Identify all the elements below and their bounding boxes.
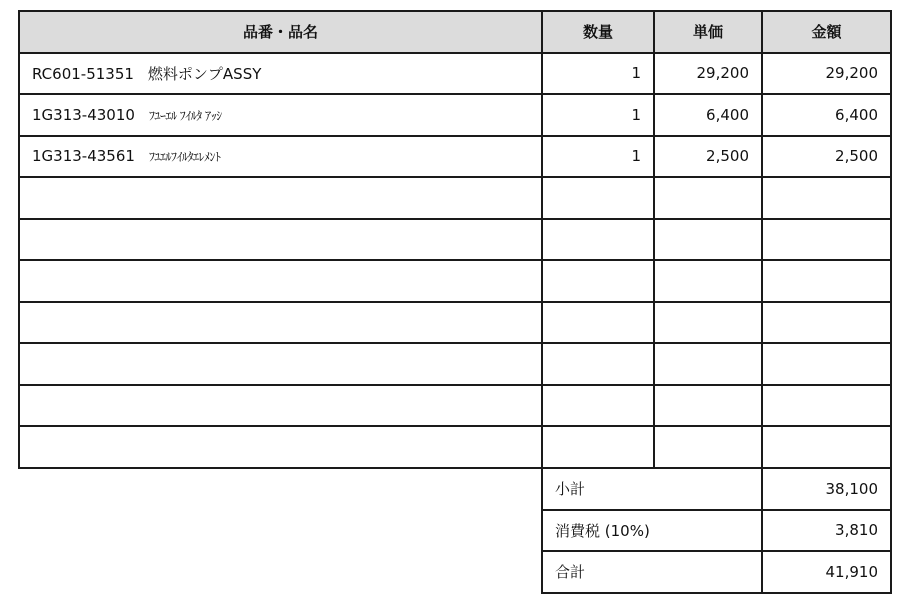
header-amount: 金額 <box>762 11 891 53</box>
part-name: 燃料ポンプASSY <box>147 64 262 83</box>
amount-cell: 2,500 <box>762 136 891 178</box>
empty-cell <box>542 219 654 261</box>
empty-cell <box>19 177 542 219</box>
quantity-cell: 1 <box>542 94 654 136</box>
quantity-cell: 1 <box>542 136 654 178</box>
unit-price-cell: 2,500 <box>654 136 762 178</box>
empty-row <box>19 385 891 427</box>
empty-cell <box>19 426 542 468</box>
tax-row <box>542 510 891 552</box>
empty-cell <box>19 260 542 302</box>
amount-cell: 29,200 <box>762 53 891 95</box>
header-unit-price: 単価 <box>654 11 762 53</box>
item-cell <box>19 136 542 178</box>
empty-cell <box>762 219 891 261</box>
tax-label: 消費税 (10%) <box>542 510 762 552</box>
part-number: RC601-51351 <box>32 64 134 83</box>
table-row <box>19 136 891 178</box>
empty-cell <box>762 302 891 344</box>
empty-cell <box>654 385 762 427</box>
empty-cell <box>19 343 542 385</box>
empty-row <box>19 260 891 302</box>
empty-cell <box>542 343 654 385</box>
empty-row <box>19 426 891 468</box>
empty-cell <box>762 343 891 385</box>
empty-cell <box>762 385 891 427</box>
unit-price-cell: 6,400 <box>654 94 762 136</box>
table-row <box>19 94 891 136</box>
empty-cell <box>654 260 762 302</box>
empty-row <box>19 302 891 344</box>
empty-cell <box>762 426 891 468</box>
empty-cell <box>542 177 654 219</box>
empty-cell <box>654 426 762 468</box>
invoice-line-items-table <box>18 10 892 469</box>
table-row <box>19 53 891 95</box>
empty-cell <box>762 260 891 302</box>
quantity-cell: 1 <box>542 53 654 95</box>
empty-row <box>19 177 891 219</box>
empty-cell <box>654 343 762 385</box>
item-cell <box>19 53 542 95</box>
empty-cell <box>654 177 762 219</box>
empty-cell <box>542 260 654 302</box>
empty-cell <box>542 426 654 468</box>
subtotal-value: 38,100 <box>762 468 891 510</box>
empty-cell <box>654 302 762 344</box>
part-number: 1G313-43010 <box>32 105 135 124</box>
empty-cell <box>19 385 542 427</box>
part-name: ﾌﾕｰｴﾙ ﾌｲﾙﾀ ｱｯｼ <box>148 108 222 123</box>
empty-cell <box>762 177 891 219</box>
subtotal-row <box>542 468 891 510</box>
tax-value: 3,810 <box>762 510 891 552</box>
empty-cell <box>542 385 654 427</box>
empty-cell <box>19 302 542 344</box>
empty-cell <box>542 302 654 344</box>
amount-cell: 6,400 <box>762 94 891 136</box>
part-number: 1G313-43561 <box>32 147 135 166</box>
total-value: 41,910 <box>762 551 891 593</box>
empty-row <box>19 343 891 385</box>
empty-cell <box>654 219 762 261</box>
header-item: 品番・品名 <box>19 11 542 53</box>
unit-price-cell: 29,200 <box>654 53 762 95</box>
table-header-row <box>19 11 891 53</box>
total-label: 合計 <box>542 551 762 593</box>
item-cell <box>19 94 542 136</box>
header-quantity: 数量 <box>542 11 654 53</box>
subtotal-label: 小計 <box>542 468 762 510</box>
part-name: ﾌﾕｴﾙﾌｲﾙﾀｴﾚﾒﾝﾄ <box>148 150 221 165</box>
total-row <box>542 551 891 593</box>
empty-cell <box>19 219 542 261</box>
totals-table <box>541 467 892 594</box>
empty-row <box>19 219 891 261</box>
